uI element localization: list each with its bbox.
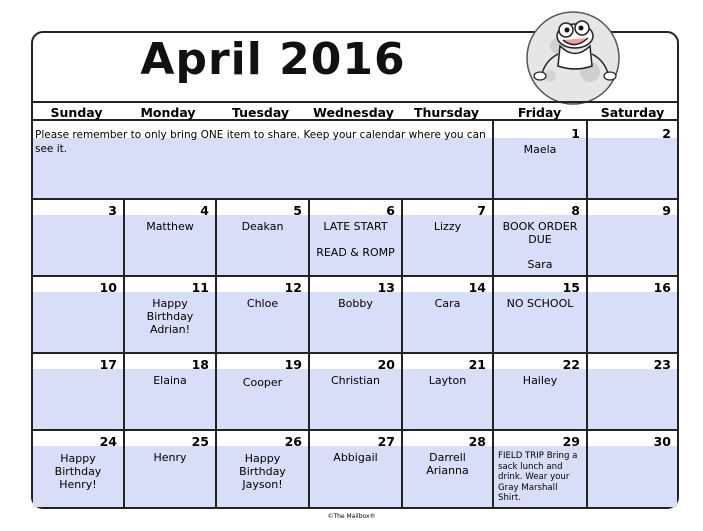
day-text: Elaina — [153, 374, 187, 387]
day-text: Sara — [527, 258, 553, 271]
day-number: 19 — [284, 357, 302, 372]
day-fill — [588, 446, 677, 507]
day-text: BOOK ORDER DUE — [502, 220, 578, 246]
day-text: Happy Birthday Jayson! — [239, 452, 286, 491]
day-text: Layton — [428, 374, 467, 387]
weekday-friday: Friday — [517, 105, 562, 120]
day-number: 28 — [468, 434, 486, 449]
day-number: 24 — [99, 434, 117, 449]
day-text: READ & ROMP — [316, 246, 395, 259]
day-cell — [310, 200, 401, 275]
day-cell — [494, 123, 586, 198]
day-number: 13 — [377, 280, 395, 295]
grid-line — [31, 198, 679, 200]
class-note: Please remember to only bring ONE item to share. Keep your calendar where you can see it. — [35, 129, 486, 155]
day-fill — [588, 215, 677, 275]
day-cell — [494, 431, 586, 507]
day-cell — [125, 354, 215, 429]
day-number: 4 — [200, 203, 209, 218]
day-fill — [588, 292, 677, 352]
day-cell — [588, 123, 677, 198]
weekday-tuesday: Tuesday — [231, 105, 290, 120]
day-number: 21 — [468, 357, 486, 372]
day-text: Henry — [153, 451, 187, 464]
day-number: 8 — [571, 203, 580, 218]
day-text: Christian — [330, 374, 381, 387]
day-text: Bobby — [338, 297, 373, 310]
day-number: 29 — [562, 434, 580, 449]
day-text: Chloe — [246, 297, 279, 310]
day-cell — [125, 200, 215, 275]
day-number: 26 — [284, 434, 302, 449]
day-number: 14 — [468, 280, 486, 295]
day-cell — [403, 200, 492, 275]
day-text: Cooper — [242, 376, 283, 389]
day-cell — [217, 200, 308, 275]
day-text: Maela — [523, 143, 557, 156]
day-cell — [494, 200, 586, 275]
day-number: 12 — [284, 280, 302, 295]
day-number: 2 — [662, 126, 671, 141]
day-number: 7 — [477, 203, 486, 218]
weekday-sunday: Sunday — [50, 105, 103, 120]
day-text: Cara — [434, 297, 461, 310]
day-cell — [403, 431, 492, 507]
day-number: 3 — [108, 203, 117, 218]
day-fill — [588, 138, 677, 198]
day-cell — [217, 354, 308, 429]
weekday-header — [31, 101, 679, 121]
grid-line — [31, 429, 679, 431]
day-text: Deakan — [241, 220, 284, 233]
day-cell — [310, 277, 401, 352]
day-number: 1 — [571, 126, 580, 141]
day-text: Hailey — [522, 374, 558, 387]
day-cell — [125, 277, 215, 352]
day-text: Lizzy — [433, 220, 462, 233]
day-number: 10 — [99, 280, 117, 295]
day-number: 30 — [653, 434, 671, 449]
weekday-monday: Monday — [140, 105, 196, 120]
day-cell — [588, 200, 677, 275]
frog-mascot-icon — [520, 6, 630, 106]
day-number: 17 — [99, 357, 117, 372]
grid-line — [123, 198, 125, 509]
grid-line — [31, 352, 679, 354]
grid-line — [31, 275, 679, 277]
day-number: 5 — [293, 203, 302, 218]
copyright-footer: ©The Mailbox® — [327, 513, 376, 520]
grid-line — [215, 198, 217, 509]
day-cell — [33, 200, 123, 275]
day-text: LATE START — [323, 220, 388, 233]
day-cell — [494, 277, 586, 352]
day-number: 16 — [653, 280, 671, 295]
day-text: Happy Birthday Henry! — [54, 452, 102, 491]
grid-line — [401, 198, 403, 509]
day-text: Matthew — [146, 220, 194, 233]
day-fill — [33, 369, 123, 429]
day-fill — [33, 292, 123, 352]
grid-line — [492, 121, 494, 509]
day-text: Abbigail — [333, 451, 378, 464]
day-number: 27 — [377, 434, 395, 449]
day-cell — [494, 354, 586, 429]
day-cell — [217, 277, 308, 352]
day-cell — [33, 277, 123, 352]
day-cell — [403, 277, 492, 352]
day-cell — [310, 431, 401, 507]
grid-line — [308, 198, 310, 509]
day-number: 9 — [662, 203, 671, 218]
day-fill — [33, 215, 123, 275]
day-number: 11 — [191, 280, 209, 295]
day-cell — [310, 354, 401, 429]
day-number: 6 — [386, 203, 395, 218]
page-title: April 2016 — [140, 34, 406, 85]
day-number: 25 — [191, 434, 209, 449]
day-cell — [217, 431, 308, 507]
day-text: Darrell Arianna — [426, 451, 469, 477]
day-number: 22 — [562, 357, 580, 372]
day-number: 20 — [377, 357, 395, 372]
day-text: NO SCHOOL — [506, 297, 574, 310]
day-fill — [588, 369, 677, 429]
grid-line — [586, 121, 588, 509]
weekday-thursday: Thursday — [413, 105, 480, 120]
day-number: 18 — [191, 357, 209, 372]
day-cell — [588, 431, 677, 507]
day-cell — [33, 431, 123, 507]
weekday-saturday: Saturday — [600, 105, 665, 120]
day-cell — [125, 431, 215, 507]
field-trip-note: FIELD TRIP Bring a sack lunch and drink. Wear your Gray Marshall Shirt. — [498, 451, 578, 503]
day-number: 15 — [562, 280, 580, 295]
day-cell — [33, 354, 123, 429]
day-cell — [588, 277, 677, 352]
day-cell — [588, 354, 677, 429]
weekday-wednesday: Wednesday — [313, 105, 394, 120]
day-text: Happy Birthday Adrian! — [146, 297, 194, 336]
day-cell — [403, 354, 492, 429]
day-number: 23 — [653, 357, 671, 372]
